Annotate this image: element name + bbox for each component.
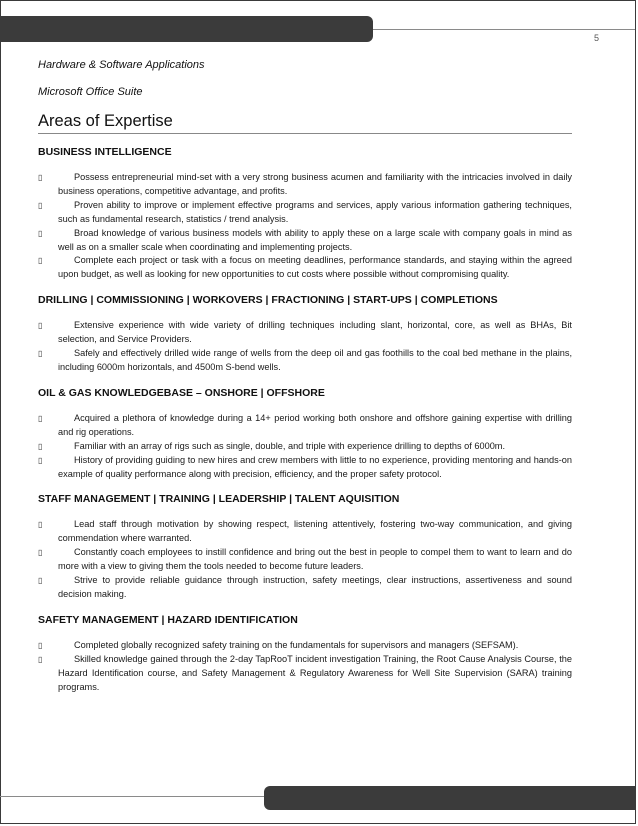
header-rule	[373, 29, 635, 30]
list-item	[38, 518, 572, 546]
bullet-list	[38, 171, 572, 282]
areas-of-expertise-title: Areas of Expertise	[38, 111, 572, 134]
bullet-icon: ▯	[38, 200, 43, 210]
bullet-icon: ▯	[38, 173, 43, 182]
list-item-text: Lead staff through motivation by showing respect, listening attentively, fostering two-way communication, and giving commendation where warranted.	[58, 519, 572, 544]
list-item-text: Completed globally recognized safety training on the fundamentals for supervisors and managers (SEFSAM).	[74, 639, 519, 650]
list-item-text: Proven ability to improve or implement effective programs and services, apply various information gathering techniques, such as fundamental research, statistics / trend analysis.	[58, 199, 572, 224]
bullet-icon: ▯	[38, 455, 43, 465]
list-item-text: Complete each project or task with a focus on meeting deadlines, performance standards, and staying within the agreed upon budget, as well as looking for new opportunities to cut costs where possible without compromising quality.	[58, 255, 572, 280]
document-body	[38, 58, 572, 694]
bullet-icon: ▯	[38, 640, 43, 650]
footer-rule	[0, 796, 264, 797]
list-item-text: Broad knowledge of various business models with ability to apply these on a large scale with company goals in mind as well as on a smaller scale when coordinating and implementing projects.	[58, 227, 572, 252]
footer-bar	[264, 786, 636, 810]
bullet-icon: ▯	[38, 520, 43, 530]
expertise-section	[38, 387, 572, 482]
bullet-list	[38, 319, 572, 375]
list-item-text: Familiar with an array of rigs such as single, double, and triple with experience drilling to depths of 6000m.	[74, 440, 506, 451]
section-heading: DRILLING | COMMISSIONING | WORKOVERS | FRACTIONING | START-UPS | COMPLETIONS	[38, 294, 498, 307]
bullet-icon: ▯	[38, 256, 43, 266]
list-item	[38, 574, 572, 602]
section-heading: BUSINESS INTELLIGENCE	[38, 146, 172, 158]
header-line-hardware: Hardware & Software Applications	[38, 59, 205, 71]
section-heading: OIL & GAS KNOWLEDGEBASE – ONSHORE | OFFSHORE	[38, 386, 325, 399]
sections-container	[38, 146, 572, 694]
list-item	[38, 412, 572, 440]
page-number: 5	[594, 33, 600, 43]
list-item-text: Safely and effectively drilled wide range of wells from the deep oil and gas foothills to the coal bed methane in the plains, including 6000m horizontals, and 4500m S-bend wells.	[58, 348, 572, 372]
header-line-office: Microsoft Office Suite	[38, 86, 143, 98]
bullet-icon: ▯	[38, 321, 43, 331]
bullet-icon: ▯	[38, 548, 43, 558]
section-heading: SAFETY MANAGEMENT | HAZARD IDENTIFICATION	[38, 613, 298, 626]
list-item	[38, 347, 572, 375]
list-item	[38, 254, 572, 282]
list-item	[38, 653, 572, 695]
list-item	[38, 227, 572, 255]
list-item-text: Extensive experience with wide variety of drilling techniques including slant, horizontal, core, as well as BHAs, Bit selection, and Service Providers.	[58, 320, 572, 345]
list-item	[38, 546, 572, 574]
list-item	[38, 199, 572, 227]
bullet-list	[38, 518, 572, 601]
list-item-text: Skilled knowledge gained through the 2-day TapRooT incident investigation Training, the Root Cause Analysis Course, the Hazard Identification course, and Safety Management & Regulatory Awareness for Well Site Supervision (SARA) training programs.	[58, 653, 572, 692]
bullet-icon: ▯	[38, 349, 43, 359]
bullet-list	[38, 639, 572, 695]
list-item-text: Strive to provide reliable guidance through instruction, safety meetings, clear instructions, assertiveness and sound decision making.	[58, 575, 572, 599]
expertise-section	[38, 493, 572, 601]
list-item	[38, 171, 572, 199]
expertise-section	[38, 614, 572, 695]
list-item-text: Possess entrepreneurial mind-set with a very strong business acumen and familiarity with the intricacies involved in daily business operations, competitive advantage, and profits.	[58, 172, 572, 196]
list-item-text: Constantly coach employees to instill confidence and bring out the best in people to compel them to want to learn and do more with a view to giving them the tools needed to become future leaders.	[58, 547, 572, 572]
list-item	[38, 639, 572, 653]
header-bar	[0, 16, 373, 42]
list-item	[38, 319, 572, 347]
list-item	[38, 440, 572, 454]
expertise-section	[38, 294, 572, 375]
list-item-text: History of providing guiding to new hires and crew members with little to no experience, providing mentoring and hands-on example of quality performance along with precision, efficiency, and the proper safety protocol.	[58, 454, 572, 479]
bullet-icon: ▯	[38, 228, 43, 238]
list-item-text: Acquired a plethora of knowledge during a 14+ period working both onshore and offshore gaining expertise with drilling and rig operations.	[58, 412, 572, 437]
bullet-icon: ▯	[38, 413, 43, 423]
list-item	[38, 454, 572, 482]
section-heading: STAFF MANAGEMENT | TRAINING | LEADERSHIP | TALENT AQUISITION	[38, 493, 400, 506]
expertise-section	[38, 146, 572, 282]
bullet-icon: ▯	[38, 441, 43, 451]
bullet-list	[38, 412, 572, 482]
bullet-icon: ▯	[38, 654, 43, 664]
bullet-icon: ▯	[38, 576, 43, 586]
